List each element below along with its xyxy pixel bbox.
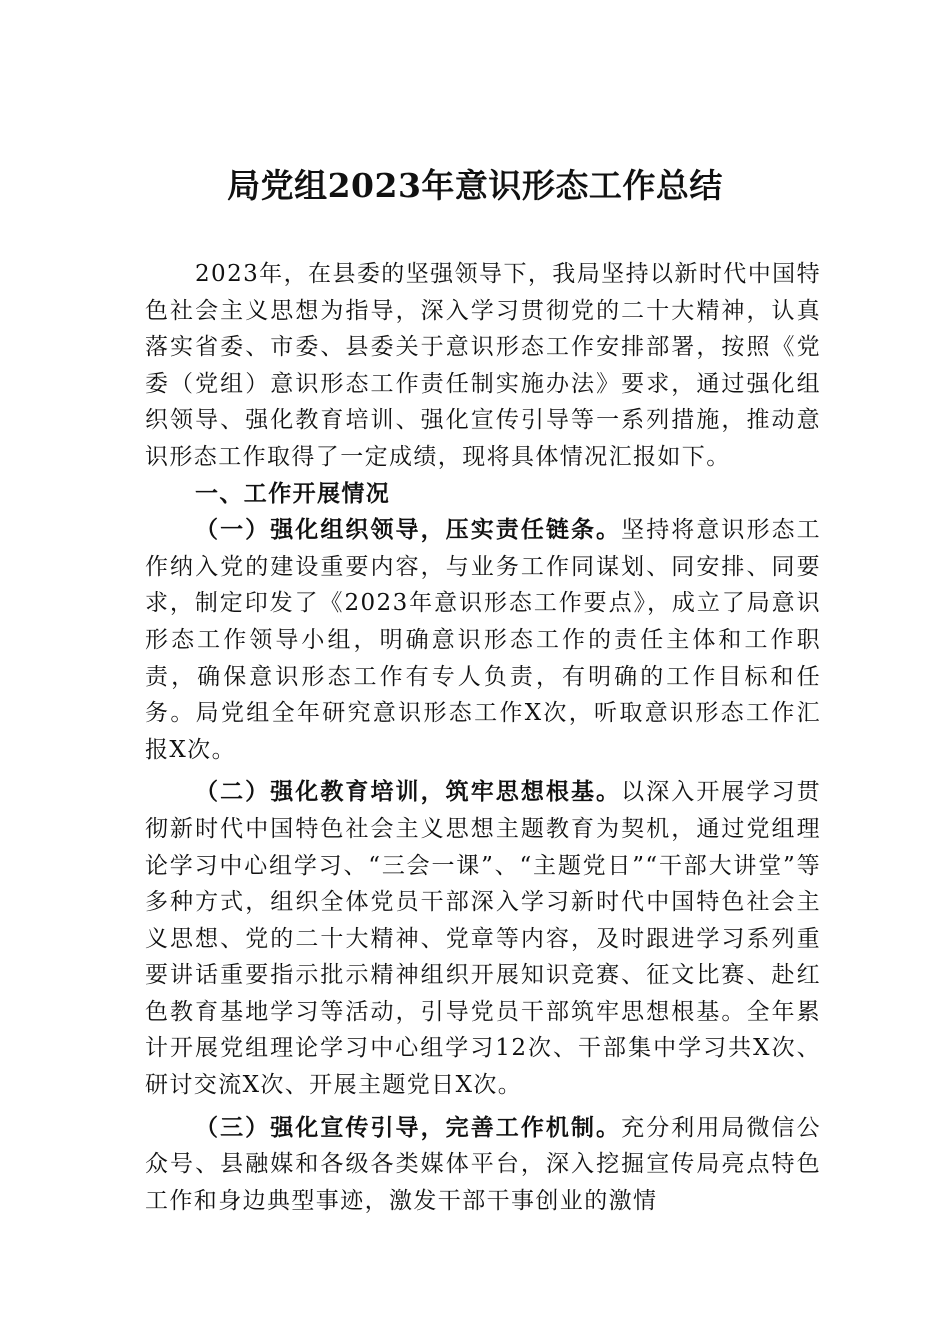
item-paragraph-1 — [145, 512, 821, 768]
item-paragraph-2 — [145, 774, 821, 1103]
item-lead: （二）强化教育培训，筑牢思想根基。 — [195, 778, 622, 806]
item-lead: （三）强化宣传引导，完善工作机制。 — [195, 1113, 622, 1141]
item-text: 坚持将意识形态工作纳入党的建设重要内容，与业务工作同谋划、同安排、同要求，制定印发了《2023年意识形态工作要点》，成立了局意识形态工作领导小组，明确意识形态工作的责任主体和工作职责，确保意识形态工作有专人负责，有明确的工作目标和任务。局党组全年研究意识形态工作X次，听取意识形态工作汇报X次。 — [145, 517, 821, 763]
item-text: 以深入开展学习贯彻新时代中国特色社会主义思想主题教育为契机，通过党组理论学习中心组学习、“三会一课”、“主题党日”“干部大讲堂”等多种方式，组织全体党员干部深入学习新时代中国特色社会主义思想、党的二十大精神、党章等内容，及时跟进学习系列重要讲话重要指示批示精神组织开展知识竞赛、征文比赛、赴红色教育基地学习等活动，引导党员干部筑牢思想根基。全年累计开展党组理论学习中心组学习12次、干部集中学习共X次、研讨交流X次、开展主题党日X次。 — [145, 779, 821, 1099]
document-body — [145, 256, 821, 1219]
intro-paragraph: 2023年，在县委的坚强领导下，我局坚持以新时代中国特色社会主义思想为指导，深入学习贯彻党的二十大精神，认真落实省委、市委、县委关于意识形态工作安排部署，按照《党委（党组）意识形态工作责任制实施办法》要求，通过强化组织领导、强化教育培训、强化宣传引导等一系列措施，推动意识形态工作取得了一定成绩，现将具体情况汇报如下。 — [145, 261, 821, 470]
item-text: 充分利用局微信公众号、县融媒和各级各类媒体平台，深入挖掘宣传局亮点特色工作和身边典型事迹，激发干部干事创业的激情 — [145, 1114, 821, 1214]
document-title: 局党组2023年意识形态工作总结 — [227, 166, 723, 205]
section-heading: 一、工作开展情况 — [195, 480, 391, 507]
item-lead: （一）强化组织领导，压实责任链条。 — [195, 516, 622, 544]
item-paragraph-3 — [145, 1110, 821, 1220]
